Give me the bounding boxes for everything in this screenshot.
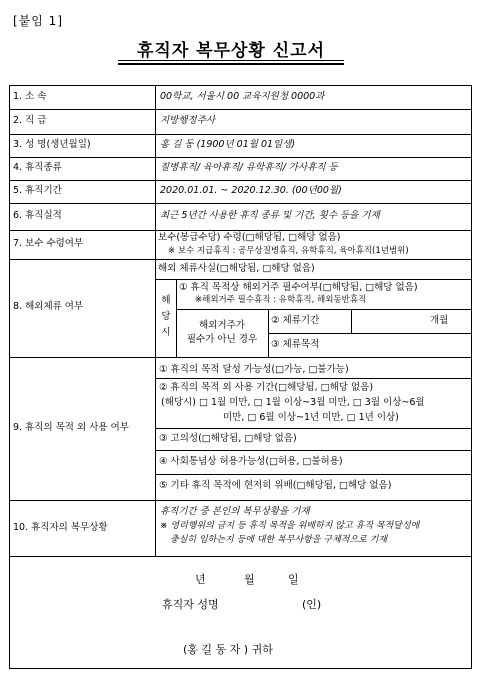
service-status-line-2: ※ 영리행위의 금지 등 휴직 목적을 위배하지 않고 휴직 목적달성에: [160, 521, 420, 531]
label-service-status: 10. 휴직자의 복무상황: [13, 522, 108, 533]
row-divider: [10, 134, 471, 135]
seal-mark: (인): [302, 598, 322, 611]
title-underline-thick: [118, 63, 344, 65]
value-grade: 지방행정주사: [160, 115, 216, 126]
label-misuse: 9. 휴직의 목적 외 사용 여부: [13, 422, 129, 433]
column-divider: [351, 309, 352, 333]
row-divider: [155, 450, 471, 451]
misuse-item-1: ① 휴직의 목적 달성 가능성(□가능, □불가능): [159, 364, 349, 375]
row-divider: [10, 500, 471, 501]
value-name: 홍 길 동 (1900년 01월 01일생): [160, 139, 296, 150]
value-leave-record: 최근 5년간 사용한 휴직 종류 및 기간, 횟수 등을 기재: [160, 210, 380, 221]
row-divider: [10, 357, 471, 358]
row-divider: [10, 556, 471, 557]
row-divider: [10, 203, 471, 204]
label-leave-record: 6. 휴직실적: [13, 210, 62, 221]
label-pay: 7. 보수 수령여부: [13, 238, 84, 249]
label-leave-period: 5. 휴직기간: [13, 185, 62, 196]
label-leave-type: 4. 휴직종류: [13, 162, 62, 173]
pay-status: 보수(봉급수당) 수령(□해당됨, □해당 없음): [158, 232, 341, 243]
overseas-status: 해외 체류사실(□해당됨, □해당 없음): [158, 263, 315, 274]
row-divider: [10, 109, 471, 110]
not-required-label-2: 필수가 아닌 경우: [186, 334, 258, 345]
stay-months-unit: 개월: [430, 315, 449, 326]
pay-note: ※ 보수 지급휴직 : 공무상질병휴직, 유학휴직, 육아휴직(1년범위): [168, 246, 409, 256]
date-year: 년: [195, 573, 206, 586]
label-overseas: 8. 해외체류 여부: [13, 301, 84, 312]
applicable-label-3: 시: [161, 327, 171, 338]
title-box: [118, 36, 344, 64]
row-divider: [10, 180, 471, 181]
not-required-label-1: 해외거주가: [199, 320, 245, 331]
misuse-item-5: ⑤ 기타 휴직 목적에 현저히 위배(□해당됨, □해당 없음): [159, 480, 392, 491]
stay-purpose-label: ③ 체류목적: [271, 339, 320, 350]
value-leave-period: 2020.01.01. ~ 2020.12.30. (00년00월): [160, 185, 342, 196]
label-name: 3. 성 명(생년월일): [13, 139, 91, 150]
row-divider: [10, 230, 471, 231]
value-leave-type: 질병휴직/ 육아휴직/ 유학휴직/ 가사휴직 등: [160, 162, 338, 173]
misuse-item-3: ③ 고의성(□해당됨, □해당 없음): [159, 433, 297, 444]
row-divider: [155, 428, 471, 429]
misuse-item-2-sub1: (해당시) □ 1월 미만, □ 1월 이상~3월 미만, □ 3월 이상~6월: [161, 397, 425, 408]
row-divider: [155, 378, 471, 379]
label-grade: 2. 직 급: [13, 115, 47, 126]
overseas-item-1-note: ※해외거주 필수휴직 : 유학휴직, 해외동반휴직: [195, 295, 367, 305]
service-status-line-3: 충실히 임하는지 등에 대한 복무사항을 구체적으로 기재: [170, 535, 388, 545]
report-form-table: [9, 85, 472, 669]
label-affiliation: 1. 소 속: [13, 91, 47, 102]
recipient-line: (홍 길 동 자 ) 귀하: [183, 643, 273, 656]
row-divider: [10, 157, 471, 158]
attachment-label: [붙임 1]: [13, 14, 63, 28]
applicable-label-1: 해: [161, 295, 171, 306]
row-divider: [176, 309, 471, 310]
misuse-item-2-sub2: 미만, □ 6월 이상~1년 미만, □ 1년 이상): [223, 412, 399, 423]
row-divider: [155, 279, 471, 280]
row-divider: [10, 259, 471, 260]
misuse-item-4: ④ 사회통념상 허용가능성(□허용, □불허용): [159, 456, 343, 467]
date-day: 일: [288, 573, 299, 586]
applicable-label-2: 당: [161, 311, 171, 322]
misuse-item-2: ② 휴직의 목적 외 사용 기간(□해당됨, □해당 없음): [159, 382, 374, 393]
row-divider: [155, 474, 471, 475]
service-status-line-1: 휴직기간 중 본인의 복무상황을 기재: [160, 506, 310, 517]
row-divider: [268, 333, 471, 334]
title-underline: [118, 60, 344, 61]
signer-name-label: 휴직자 성명: [162, 598, 219, 611]
date-month: 월: [244, 573, 255, 586]
overseas-item-1: ① 휴직 목적상 해외거주 필수여부(□해당됨, □해당 없음): [179, 282, 418, 293]
page-title: 휴직자 복무상황 신고서: [136, 41, 326, 61]
value-affiliation: 00학교, 서울시 00 교육지원청 0000과: [160, 91, 325, 102]
stay-period-label: ② 체류기간: [271, 315, 320, 326]
